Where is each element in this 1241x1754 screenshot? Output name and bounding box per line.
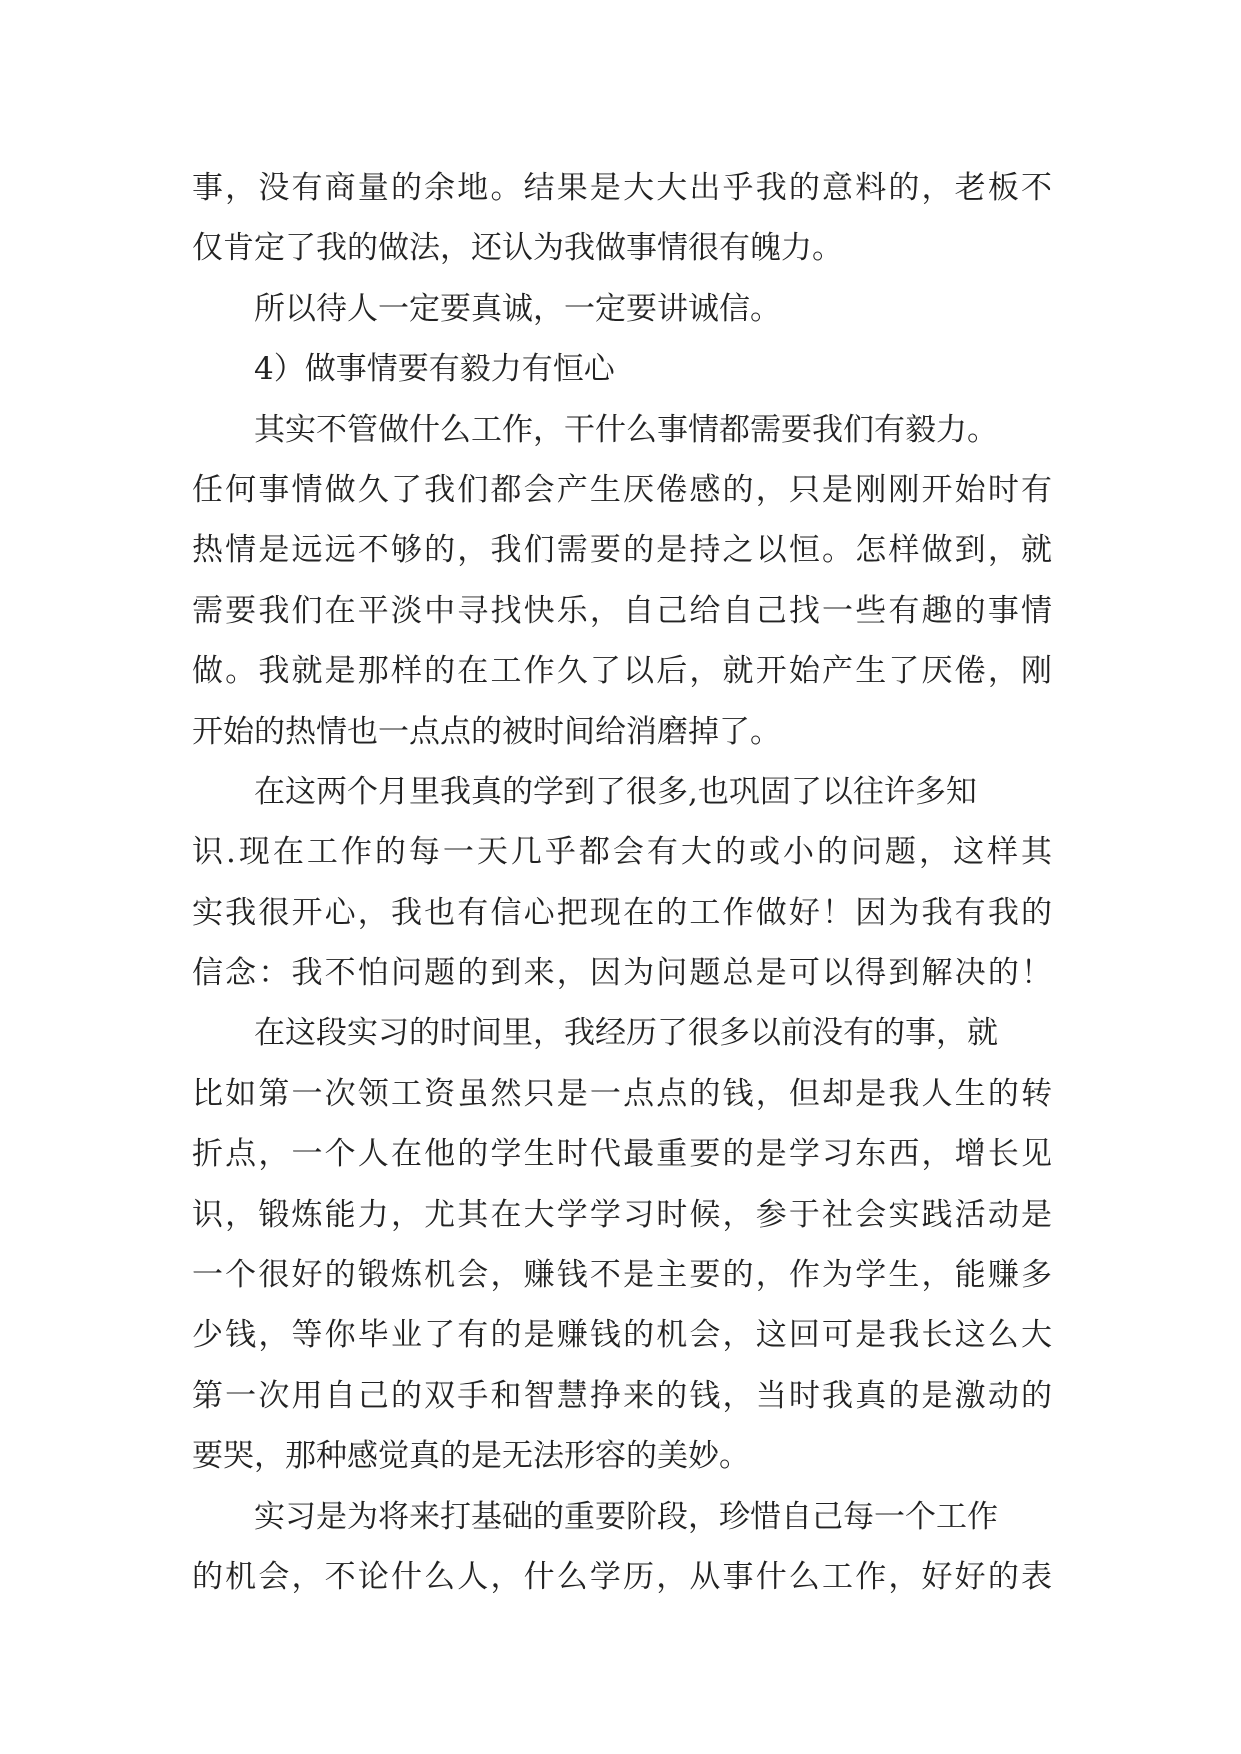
text-line: 任何事情做久了我们都会产生厌倦感的，只是刚刚开始时有 (192, 471, 1052, 508)
text-line: 实我很开心，我也有信心把现在的工作做好！因为我有我的 (192, 894, 1052, 931)
text-line: 做。我就是那样的在工作久了以后，就开始产生了厌倦，刚 (192, 653, 1052, 690)
text-line: 识，锻炼能力，尤其在大学学习时候，参于社会实践活动是 (192, 1196, 1052, 1233)
text-line: 在这段实习的时间里，我经历了很多以前没有的事，就 (254, 1015, 998, 1052)
text-line: 实习是为将来打基础的重要阶段，珍惜自己每一个工作 (254, 1498, 998, 1535)
text-line: 事，没有商量的余地。结果是大大出乎我的意料的，老板不 (192, 170, 1052, 206)
text-line: 在这两个月里我真的学到了很多,也巩固了以往许多知 (254, 773, 977, 810)
section-heading: 4）做事情要有毅力有恒心 (254, 351, 615, 388)
text-line: 少钱，等你毕业了有的是赚钱的机会，这回可是我长这么大 (192, 1317, 1052, 1354)
text-line: 信念：我不怕问题的到来，因为问题总是可以得到解决的！ (192, 955, 1052, 992)
text-line: 所以待人一定要真诚，一定要讲诚信。 (254, 290, 781, 327)
text-line: 热情是远远不够的，我们需要的是持之以恒。怎样做到，就 (192, 532, 1052, 569)
text-line: 比如第一次领工资虽然只是一点点的钱，但却是我人生的转 (192, 1075, 1052, 1112)
text-line: 要哭，那种感觉真的是无法形容的美妙。 (192, 1438, 750, 1475)
document-body (192, 158, 1052, 1607)
text-line: 开始的热情也一点点的被时间给消磨掉了。 (192, 713, 781, 750)
text-line: 的机会，不论什么人，什么学历，从事什么工作，好好的表 (192, 1558, 1052, 1595)
text-line: 识.现在工作的每一天几乎都会有大的或小的问题，这样其 (192, 834, 1052, 871)
text-line: 需要我们在平淡中寻找快乐，自己给自己找一些有趣的事情 (192, 592, 1052, 629)
text-line: 其实不管做什么工作，干什么事情都需要我们有毅力。 (254, 411, 998, 448)
text-line: 一个很好的锻炼机会，赚钱不是主要的，作为学生，能赚多 (192, 1257, 1052, 1294)
text-line: 仅肯定了我的做法，还认为我做事情很有魄力。 (192, 230, 843, 267)
text-line: 折点，一个人在他的学生时代最重要的是学习东西，增长见 (192, 1136, 1052, 1173)
text-line: 第一次用自己的双手和智慧挣来的钱，当时我真的是激动的 (192, 1377, 1052, 1414)
